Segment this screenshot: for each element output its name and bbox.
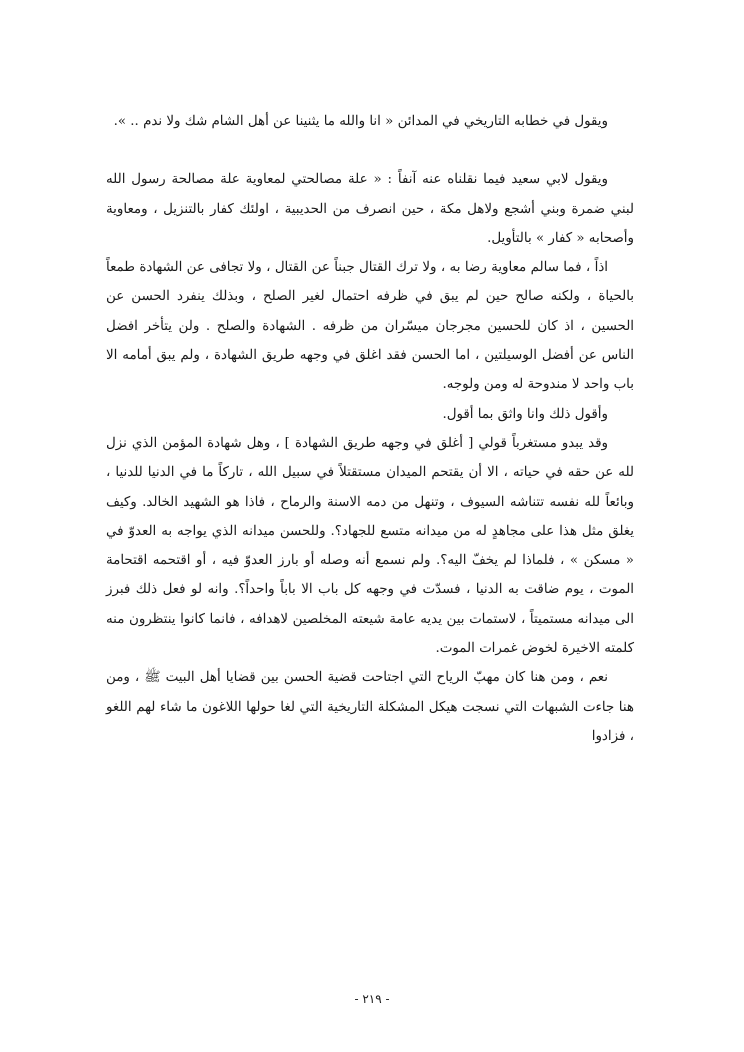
paragraph-4: وأقول ذلك وانا واثق بما أقول. bbox=[442, 406, 608, 422]
paragraph-5: وقد يبدو مستغرباً قولي [ أغلق في وجهه طريق الشهادة ] ، وهل شهادة المؤمن الذي نزل لله عن حقه في حياته ، الا أن يقتحم الميدان مستقتلاً في سبيل الله ، تاركاً ما في الدنيا للدنيا ، وبائعاً لله نفسه تتناشه السيوف ، وتنهل من دمه الاسنة والرماح ، فاذا هو الشهيد الخالد. وكيف يغلق مثل هذا على مجاهدٍ له من ميدانه متسع للجهاد؟. وللحسن ميدانه الذي يواجه به العدوّ في « مسكن » ، فلماذا لم يخفّ اليه؟. ولم نسمع أنه وصله أو بارز العدوّ فيه ، أو اقتحمه اقتحامة الموت ، يوم ضاقت به الدنيا ، فسدّت في وجهه كل باب الا باباً واحداً؟. وانه لو فعل ذلك فبرز الى ميدانه مستميتاً ، لاستمات بين يديه عامة شيعته المخلصين لاهدافه ، فانما كانوا ينتظرون منه كلمته الاخيرة لخوض غمرات الموت. bbox=[106, 435, 634, 657]
paragraph-2: ويقول لابي سعيد فيما نقلناه عنه آنفاً : « علة مصالحتي لمعاوية علة مصالحة رسول الله لبني ضمرة وبني أشجع ولاهل مكة ، حين انصرف من الحديبية ، اولئك كفار بالتنزيل ، ومعاوية وأصحابه « كفار » بالتأويل. bbox=[106, 172, 634, 246]
page-number: - ٢١٩ - bbox=[354, 992, 390, 1006]
body-text bbox=[106, 107, 634, 751]
paragraph-1: ويقول في خطابه التاريخي في المدائن « انا والله ما يثنينا عن أهل الشام شك ولا ندم .. ». bbox=[113, 114, 608, 129]
paragraph-6: نعم ، ومن هنا كان مهبّ الرياح التي اجتاحت قضية الحسن بين قضايا أهل البيت ﷺ ، ومن هنا جاءت الشبهات التي نسجت هيكل المشكلة التاريخية التي لغا حولها اللاغون ما شاء لهم اللغو ، فزادوا bbox=[106, 670, 634, 744]
paragraph-3: اذاً ، فما سالم معاوية رضا به ، ولا ترك القتال جبناً عن القتال ، ولا تجافى عن الشهادة طمعاً بالحياة ، ولكنه صالح حين لم يبق في ظرفه احتمال لغير الصلح ، وبذلك ينفرد الحسن عن الحسين ، اذ كان للحسين مجرجان ميسّران من ظرفه . الشهادة والصلح . ولن يتأخر افضل الناس عن أفضل الوسيلتين ، اما الحسن فقد اغلق في وجهه طريق الشهادة ، ولم يبق أمامه الا باب واحد لا مندوحة له ومن ولوجه. bbox=[106, 260, 634, 393]
